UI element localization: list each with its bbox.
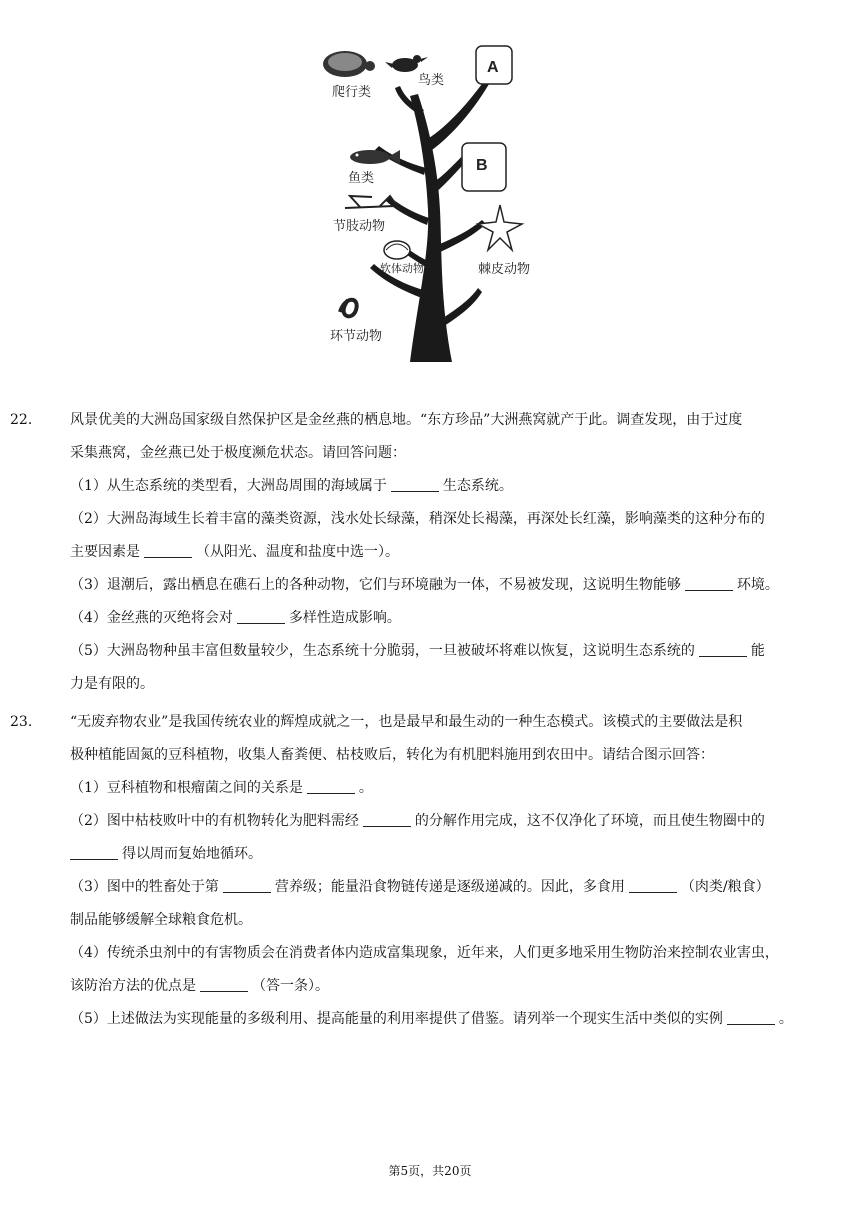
- bird-icon: [385, 55, 428, 72]
- q23-part-5: （5）上述做法为实现能量的多级利用、提高能量的利用率提供了借鉴。请列举一个现实生活中类似的实例 。: [40, 1003, 820, 1036]
- q23-part-3: （3）图中的牲畜处于第 营养级；能量沿食物链传递是逐级递减的。因此，多食用 （肉类/粮食）: [40, 871, 820, 904]
- label-annelids: 环节动物: [330, 329, 383, 344]
- question-number: 23.: [10, 714, 33, 730]
- question-23: 23. “无废弃物农业”是我国传统农业的辉煌成就之一，也是最早和最生动的一种生态模式。该模式的主要做法是积 极种植能固氮的豆科植物，收集人畜粪便、枯枝败后，转化为有机肥料施用到农田中。请结合图示回答： （1）豆科植物和根瘤菌之间的关系是 。 （2）图中枯枝败叶中的有机物转化为肥料需经 的分解作用完成，这不仅净化了环境，而且使生物圈中的 得以周而复始地循环。 （3）图中的牲畜处于第 营养级；能量沿食物链传递是逐级递减的。因此，多食用 （肉类/粮食） 制品能够缓解全球粮食危机。 （4）传统杀虫剂中的有害物质会在消费者体内造成富集现象，近年来，人们更多地采用生物防治来控制农业害虫， 该防治方法的优点是 （答一条）。 （5）上述做法为实现能量的多级利用、提高能量的利用率提供了借鉴。请列举一个现实生活中类似的实例 。: [40, 706, 820, 1036]
- question-22: 22. 风景优美的大洲岛国家级自然保护区是金丝燕的栖息地。“东方珍品”大洲燕窝就产于此。调查发现，由于过度 采集燕窝，金丝燕已处于极度濒危状态。请回答问题： （1）从生态系统的类型看，大洲岛周围的海域属于 生态系统。 （2）大洲岛海域生长着丰富的藻类资源，浅水处长绿藻，稍深处长褐藻，再深处长红藻，影响藻类的这种分布的 主要因素是 （从阳光、温度和盐度中选一）。 （3）退潮后，露出栖息在礁石上的各种动物，它们与环境融为一体，不易被发现，这说明生物能够 环境。 （4）金丝燕的灭绝将会对 多样性造成影响。 （5）大洲岛物种虽丰富但数量较少，生态系统十分脆弱，一旦被破坏将难以恢复，这说明生态系统的 能 力是有限的。: [40, 404, 820, 701]
- answer-blank[interactable]: [699, 640, 747, 657]
- q22-part-4: （4）金丝燕的灭绝将会对 多样性造成影响。: [40, 602, 820, 635]
- q22-part-1: （1）从生态系统的类型看，大洲岛周围的海域属于 生态系统。: [40, 470, 820, 503]
- answer-blank[interactable]: [629, 876, 677, 893]
- question-number: 22.: [10, 412, 33, 428]
- answer-blank[interactable]: [70, 843, 118, 860]
- q23-part-2: （2）图中枯枝败叶中的有机物转化为肥料需经 的分解作用完成，这不仅净化了环境，而且使生物圈中的: [40, 805, 820, 838]
- question-23-stem: 23. “无废弃物农业”是我国传统农业的辉煌成就之一，也是最早和最生动的一种生态模式。该模式的主要做法是积: [40, 706, 820, 739]
- shell-icon: [384, 241, 410, 259]
- answer-blank[interactable]: [685, 574, 733, 591]
- q23-part-1: （1）豆科植物和根瘤菌之间的关系是 。: [40, 772, 820, 805]
- answer-blank[interactable]: [144, 541, 192, 558]
- starfish-icon: [478, 205, 522, 250]
- box-a-label: A: [487, 59, 499, 76]
- fish-icon: [350, 150, 400, 164]
- label-fish: 鱼类: [348, 171, 375, 186]
- worm-icon: [340, 300, 357, 317]
- answer-blank[interactable]: [200, 975, 248, 992]
- answer-blank[interactable]: [237, 607, 285, 624]
- label-echinoderms: 棘皮动物: [478, 262, 531, 277]
- answer-blank[interactable]: [391, 475, 439, 492]
- page-footer: 第5页，共20页: [388, 1164, 472, 1178]
- answer-blank[interactable]: [223, 876, 271, 893]
- q22-part-2: （2）大洲岛海域生长着丰富的藻类资源，浅水处长绿藻，稍深处长褐藻，再深处长红藻，影响藻类的这种分布的: [70, 511, 765, 527]
- q22-part-3: （3）退潮后，露出栖息在礁石上的各种动物，它们与环境融为一体，不易被发现，这说明生物能够 环境。: [40, 569, 820, 602]
- answer-blank[interactable]: [727, 1008, 775, 1025]
- label-birds: 鸟类: [418, 73, 445, 88]
- answer-blank[interactable]: [363, 810, 411, 827]
- question-22-stem: 22. 风景优美的大洲岛国家级自然保护区是金丝燕的栖息地。“东方珍品”大洲燕窝就产于此。调查发现，由于过度: [40, 404, 820, 437]
- tree-trunk: [370, 80, 489, 362]
- turtle-icon: [323, 51, 375, 77]
- label-reptiles: 爬行类: [332, 85, 372, 100]
- q22-part-5: （5）大洲岛物种虽丰富但数量较少，生态系统十分脆弱，一旦被破坏将难以恢复，这说明生态系统的 能: [40, 635, 820, 668]
- q23-part-4: （4）传统杀虫剂中的有害物质会在消费者体内造成富集现象，近年来，人们更多地采用生物防治来控制农业害虫，: [70, 945, 779, 961]
- label-mollusks: 软体动物: [380, 262, 424, 275]
- box-b-label: B: [476, 157, 488, 174]
- label-arthropods: 节肢动物: [333, 219, 386, 234]
- evolution-tree-figure: [0, 0, 860, 380]
- answer-blank[interactable]: [307, 777, 355, 794]
